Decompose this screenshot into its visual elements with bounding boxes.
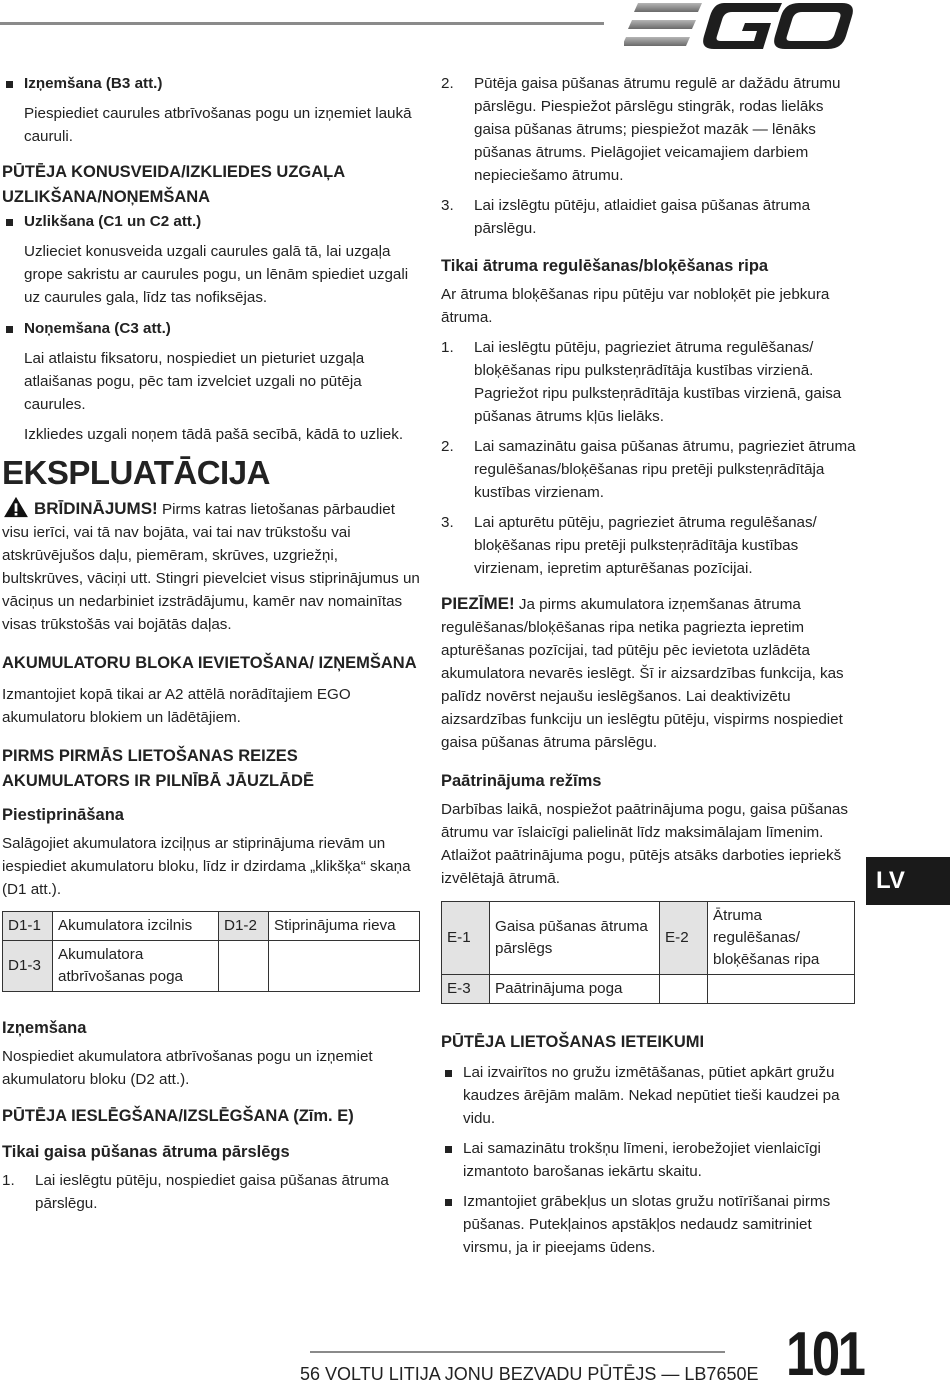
tips-heading: PŪTĒJA LIETOŠANAS IETEIKUMI — [441, 1033, 705, 1051]
tip-item: Izmantojiet grābekļus un slotas gružu notīrīšanai pirms pūšanas. Putekļainos apstākļos nedaudz samitriniet virsmu, ja ir pieejams ūdens. — [441, 1190, 859, 1259]
part-label: Paātrinājuma poga — [490, 975, 660, 1004]
part-code: D1-1 — [3, 912, 53, 941]
speed-switch-heading: Tikai gaisa pūšanas ātruma pārslēgs — [2, 1143, 290, 1161]
remove-nozzle-text: Lai atlaistu fiksatoru, nospiediet un pieturiet uzgaļa atlaišanas pogu, pēc tam izvelciet uzgali no pūtēja caurules. — [24, 350, 365, 413]
ego-logo — [624, 0, 854, 52]
operation-heading: EKSPLUATĀCIJA — [2, 454, 270, 491]
step-text: Lai izslēgtu pūtēju, atlaidiet gaisa pūšanas ātruma pārslēgu. — [474, 197, 811, 237]
step-text: Lai ieslēgtu pūtēju, nospiediet gaisa pūšanas ātruma pārslēgu. — [35, 1172, 389, 1212]
remove-nozzle-heading: Noņemšana (C3 att.) — [2, 317, 420, 340]
note-title: PIEZĪME! — [441, 594, 515, 613]
warning-triangle-icon — [2, 496, 30, 518]
warning-text: Pirms katras lietošanas pārbaudiet visu ierīci, vai tā nav bojāta, vai tai nav trūkstošu vai atskrūvējušos daļu, piemēram, skrūves, uzgriežņi, bultskrūves, vāciņi utt. Stingri pievelciet visus stiprinājumus un vāciņus un nedarbiniet izstrādājumu, kamēr nav nomainītas visas trūkstošās vai bojātās daļas. — [2, 501, 420, 633]
part-label: Akumulatora atbrīvošanas poga — [53, 941, 219, 992]
detach-battery-text: Nospiediet akumulatora atbrīvošanas pogu un izņemiet akumulatoru bloku (D2 att.). — [2, 1048, 373, 1088]
part-label: Stiprinājuma rieva — [269, 912, 420, 941]
step-number: 2. — [441, 438, 454, 455]
warning-title: BRĪDINĀJUMS! — [34, 499, 158, 518]
step-number: 3. — [441, 514, 454, 531]
note-paragraph — [441, 592, 859, 754]
step-text: Lai apturētu pūtēju, pagrieziet ātruma regulēšanas/ bloķēšanas ripu pretēji pulksteņrādītāja kustības virzienam, iepretim apturēšanas pozīcijai. — [474, 514, 817, 577]
right-column — [441, 72, 859, 1259]
switch-parts-table — [441, 901, 855, 1004]
scatter-nozzle-note: Izkliedes uzgali noņem tādā pašā secībā, kādā to uzliek. — [24, 426, 404, 443]
part-code: D1-3 — [3, 941, 53, 992]
nozzle-section-heading: PŪTĒJA KONUSVEIDA/IZKLIEDES UZGAĻA UZLIKŠANA/NOŅEMŠANA — [2, 163, 345, 206]
part-code: D1-2 — [219, 912, 269, 941]
turbo-heading: Paātrinājuma režīms — [441, 772, 602, 790]
dial-intro: Ar ātruma bloķēšanas ripu pūtēju var nobloķēt pie jebkura ātruma. — [441, 286, 830, 326]
step-text: Pūtēja gaisa pūšanas ātrumu regulē ar dažādu ātrumu pārslēgu. Piespiežot pārslēgu stingrāk, rodas lielāks gaisa pūšanas ātrums; piespiežot mazāk — lēnāks pūšanas ātrums. Pielāgojiet veicamajiem darbiem nepieciešamo ātrumu. — [474, 75, 841, 184]
attach-battery-heading: Piestiprināšana — [2, 806, 124, 824]
attach-battery-text: Salāgojiet akumulatora izciļņus ar stiprinājuma rievām un iespiediet akumulatoru bloku, līdz ir dzirdama „klikšķa“ skaņa (D1 att.). — [2, 835, 411, 898]
step-1 — [2, 1169, 420, 1215]
footer-title: 56 VOLTU LITIJA JONU BEZVADU PŪTĒJS — LB7650E — [300, 1364, 759, 1384]
tip-item: Lai izvairītos no gružu izmētāšanas, pūtiet apkārt gružu kaudzes ārējām malām. Nekad nepūtiet tieši kaudzei pa vidu. — [441, 1061, 859, 1130]
step-number: 2. — [441, 75, 454, 92]
battery-intro-text: Izmantojiet kopā tikai ar A2 attēlā norādītajiem EGO akumulatoru blokiem un lādētājiem. — [2, 686, 351, 726]
footer-rule — [310, 1351, 725, 1353]
attach-nozzle-text: Uzlieciet konusveida uzgali caurules galā tā, lai uzgaļa grope sakristu ar caurules pogu, un lēnām spiediet uzgali uz caurules gala, līdz tas nofiksējas. — [24, 243, 409, 306]
detach-battery-heading: Izņemšana — [2, 1019, 87, 1037]
tip-item: Lai samazinātu trokšņu līmeni, ierobežojiet vienlaicīgi izmantoto barošanas iekārtu skaitu. — [441, 1137, 859, 1183]
step-number: 1. — [441, 339, 454, 356]
dial-step-2 — [441, 435, 859, 504]
part-label: Gaisa pūšanas ātruma pārslēgs — [490, 902, 660, 975]
empty-cell — [708, 975, 855, 1004]
header-rule — [0, 22, 604, 25]
attach-nozzle-heading: Uzlikšana (C1 un C2 att.) — [2, 210, 420, 233]
step-number: 1. — [2, 1172, 15, 1189]
part-label: Akumulatora izcilnis — [53, 912, 219, 941]
step-3 — [441, 194, 859, 240]
first-use-heading: PIRMS PIRMĀS LIETOŠANAS REIZES AKUMULATORS IR PILNĪBĀ JĀUZLĀDĒ — [2, 747, 314, 790]
warning-paragraph — [2, 496, 420, 636]
dial-step-3 — [441, 511, 859, 580]
empty-cell — [269, 941, 420, 992]
step-2 — [441, 72, 859, 187]
ego-logo-mark — [624, 0, 854, 52]
note-text: Ja pirms akumulatora izņemšanas ātruma regulēšanas/bloķēšanas ripa netika pagriezta iepretim apturēšanas pozīcijai, tad pūtēju pēc ievietota uzlādēta akumulatora nevarēs ieslēgt. Šī ir aizsardzības funkcija, kas palīdz novērst nejaušu ieslēgšanos. Lai deaktivizētu aizsardzības funkciju un ieslēgtu pūtēju, vispirms nospiediet gaisa pūšanas ātruma pārslēgu. — [441, 596, 844, 751]
on-off-heading: PŪTĒJA IESLĒGŠANA/IZSLĒGŠANA (Zīm. E) — [2, 1107, 354, 1125]
part-code: E-2 — [660, 902, 708, 975]
step-number: 3. — [441, 197, 454, 214]
turbo-text: Darbības laikā, nospiežot paātrinājuma pogu, gaisa pūšanas ātrumu var īslaicīgi palielināt līdz maksimālajam līmenim. Atlaižot paātrinājuma pogu, pūtējs atsāks darboties iepriekš izvēlētajā ātrumā. — [441, 801, 848, 887]
page-number: 101 — [786, 1320, 864, 1389]
table-row — [3, 912, 420, 941]
step-text: Lai samazinātu gaisa pūšanas ātrumu, pagrieziet ātruma regulēšanas/bloķēšanas ripu pretēji pulksteņrādītāja kustības virzienam. — [474, 438, 856, 501]
battery-parts-table — [2, 911, 420, 992]
empty-cell — [660, 975, 708, 1004]
removal-b3-text: Piespiediet caurules atbrīvošanas pogu un izņemiet laukā cauruli. — [24, 105, 412, 145]
dial-step-1 — [441, 336, 859, 428]
battery-section-heading: AKUMULATORU BLOKA IEVIETOŠANA/ IZŅEMŠANA — [2, 654, 417, 672]
removal-b3-heading: Izņemšana (B3 att.) — [2, 72, 420, 95]
table-row — [3, 941, 420, 992]
left-column — [2, 72, 420, 1215]
part-code: E-3 — [442, 975, 490, 1004]
language-tab: LV — [866, 857, 950, 905]
table-row — [442, 975, 855, 1004]
empty-cell — [219, 941, 269, 992]
table-row — [442, 902, 855, 975]
part-code: E-1 — [442, 902, 490, 975]
part-label: Ātruma regulēšanas/ bloķēšanas ripa — [708, 902, 855, 975]
step-text: Lai ieslēgtu pūtēju, pagrieziet ātruma regulēšanas/ bloķēšanas ripu pulksteņrādītāja kustības virzienā. Pagriežot ripu pulksteņrādītāja kustības virzienā, gaisa pūšanas ātrums kļūs lielāks. — [474, 339, 842, 425]
dial-heading: Tikai ātruma regulēšanas/bloķēšanas ripa — [441, 257, 769, 275]
